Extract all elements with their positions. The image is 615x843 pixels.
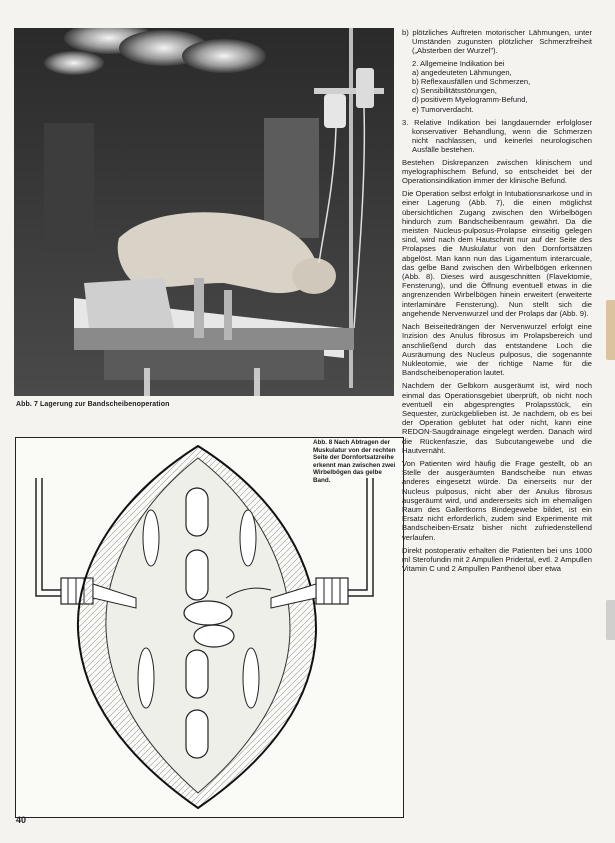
indication-2b: b) Reflexausfällen und Schmerzen,	[412, 77, 531, 87]
figure-7-caption: Abb. 7 Lagerung zur Bandscheibenoperation	[16, 401, 170, 408]
figure-7-photo	[14, 28, 394, 396]
paragraph-operation: Die Operation selbst erfolgt in Intubationsnarkose und in einer Lagerung (Abb. 7), die einen möglichst übersichtlichen Zugang zwischen den Wirbelbögen hindurch zum Bandscheibenraum gewährt. Da die meisten Nucleus-pulposus-Prolapse einseitig gelegen sind, wird nach dem Hautschnitt nur auf der Seite des Prolapses die Muskulatur von den Dornfortsätzen abgelöst. Man kann nun das Ligamentum interarcuale, das gelbe Band zwischen den Wirbelbögen erkennen (Abb. 8). Dieses wird ausgeschnitten (Flavektomie, Fensterung), und die Öffnung eventuell etwas in die angrenzenden Wirbelbögen hinein erweitert (erweiterte interlaminäre Fensterung). Nun stellt sich die angehende Nervenwurzel und der Prolaps dar (Abb. 9).	[402, 189, 592, 318]
paragraph-postoperative: Direkt postoperativ erhalten die Patienten bei uns 1000 ml Sterofundin mit 2 Ampullen Pridertal, evtl. 2 Ampullen Vitamin C und 2 Ampullen Panthenol über etwa	[402, 545, 592, 574]
indication-2a: a) angedeuteten Lähmungen,	[412, 67, 512, 77]
indication-b: b) plötzliches Auftreten motorischer Lähmungen, unter Umständen zugunsten plötzlicher Schmerzfreiheit („Absterben der Wurzel").	[402, 28, 592, 56]
page-number: 40	[16, 815, 27, 825]
page-edge-tab	[606, 600, 615, 640]
indication-2c: c) Sensibilitätsstörungen,	[412, 86, 497, 96]
paragraph-discrepancy: Bestehen Diskrepanzen zwischen klinischem und myelographischem Befund, so entscheidet bei der Operationsindikation immer der klinische Befund.	[402, 157, 592, 186]
indication-2-heading: 2. Allgemeine Indikation bei	[412, 58, 505, 68]
page-edge-tab	[606, 300, 615, 360]
paragraph-patient-question: Von Patienten wird häufig die Frage gestellt, ob an Stelle der ausgeräumten Bandscheibe nun etwas anderes eingesetzt würde. Da einerseits nur der Nucleus pulposus, nicht aber der Anulus fibrosus ausgeräumt wird, und andererseits sich im ehemaligen Raum des Gallertkorns Bindegewebe bildet, ist ein Ersatz nicht erforderlich, zudem sind Experimente mit Bandscheiben-Ersatz bisher nicht zufriedenstellend verlaufen.	[402, 458, 592, 542]
figure-8-caption: Abb. 8 Nach Abtragen der Muskulatur von der rechten Seite der Dornfortsatzreihe erkennt man zwischen zwei Wirbelbögen das gelbe Band.	[313, 439, 396, 484]
figure-8-diagram	[15, 437, 404, 818]
indication-3: 3. Relative Indikation bei langdauernder erfolgloser konservativer Behandlung, wenn die Schmerzen nicht nachlassen, und keinerlei neurologischen Ausfälle bestehen.	[402, 117, 592, 155]
paragraph-drainage: Nachdem der Gelbkorn ausgeräumt ist, wird noch einmal das Operationsgebiet überprüft, ob nicht noch eventuell ein abgesprengtes Prolapsstück, ein Sequester, zurückgeblieben ist. Je nachdem, ob es bei der Operation geblutet hat oder nicht, kann eine REDON-Saugdrainage eingelegt werden. Danach wird die Rückenfaszie, das Subcutangewebe und die Hautvernäht.	[402, 381, 592, 455]
indication-2e: e) Tumorverdacht.	[412, 104, 474, 114]
indication-2d: d) positivem Myelogramm-Befund,	[412, 95, 528, 105]
body-text-column	[402, 28, 592, 577]
paragraph-nucleotomy: Nach Beiseitedrängen der Nervenwurzel erfolgt eine Inzision des Anulus fibrosus im Prolapsbereich und anschließend durch das entstandene Loch die Ausräumung des Nucleus pulposus, die sogenannte Nukleotomie, wie der richtige Name für die Bandscheibenoperation lautet.	[402, 322, 592, 378]
